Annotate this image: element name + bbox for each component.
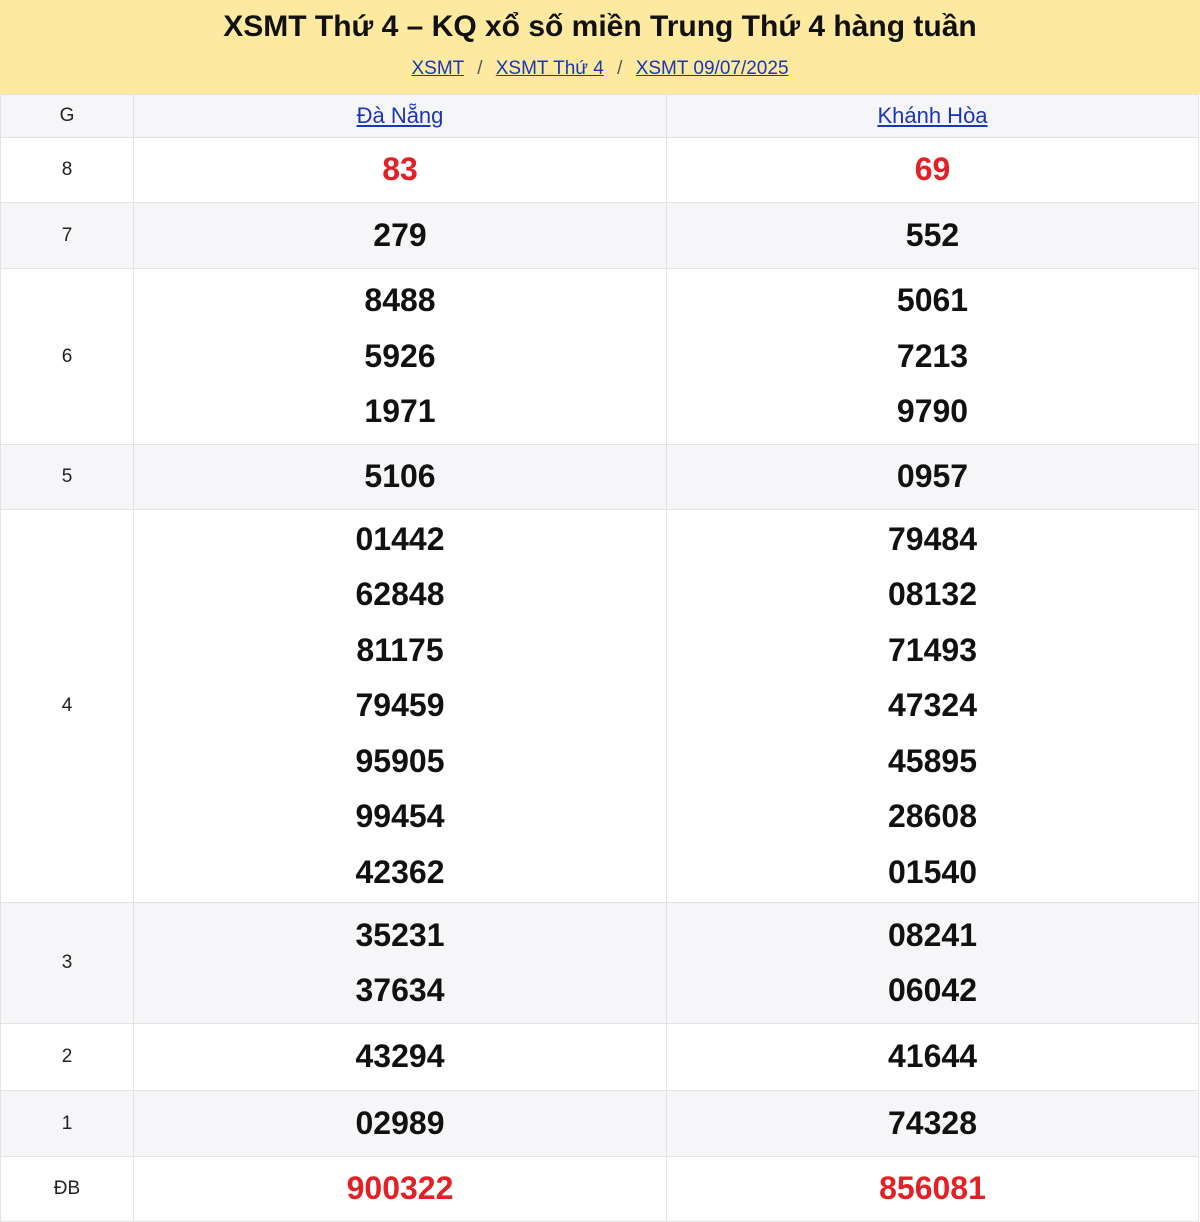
- prize-row: [1, 1157, 1199, 1222]
- province-link-khanh-hoa[interactable]: Khánh Hòa: [877, 103, 988, 128]
- result-number: 81175: [356, 631, 444, 668]
- result-number: 62848: [355, 576, 445, 613]
- result-number: 5106: [364, 458, 436, 495]
- result-number: 35231: [355, 916, 445, 953]
- result-number: 45895: [888, 742, 977, 779]
- province-header: [667, 95, 1199, 138]
- result-cell: [667, 1024, 1199, 1091]
- result-cell: [667, 138, 1199, 203]
- result-number: 74328: [888, 1104, 977, 1141]
- page-header: [0, 0, 1200, 94]
- result-number: 5926: [364, 337, 436, 374]
- prize-row: [1, 138, 1199, 203]
- prize-label: ĐB: [1, 1157, 134, 1222]
- result-cell: [667, 445, 1199, 510]
- result-number: 08132: [888, 576, 977, 613]
- result-cell: [134, 203, 667, 269]
- result-number: 8488: [364, 282, 436, 319]
- result-number: 1971: [364, 393, 436, 430]
- result-number: 41644: [888, 1038, 977, 1075]
- result-number: 01442: [355, 520, 445, 557]
- result-cell: [667, 1091, 1199, 1157]
- prize-row: [1, 445, 1199, 510]
- result-number: 5061: [896, 282, 969, 319]
- result-cell: [134, 269, 667, 445]
- prize-label: 3: [1, 903, 134, 1024]
- result-number: 900322: [346, 1170, 454, 1207]
- result-cell: [134, 138, 667, 203]
- result-number: 7213: [896, 337, 969, 374]
- result-number: 08241: [888, 916, 977, 953]
- breadcrumb-xsmt[interactable]: XSMT: [411, 58, 464, 79]
- result-cell: [134, 510, 667, 903]
- prize-row: [1, 203, 1199, 269]
- result-cell: [134, 1157, 667, 1222]
- breadcrumb: [0, 58, 1200, 80]
- result-number: 47324: [888, 687, 977, 724]
- prize-label: 5: [1, 445, 134, 510]
- result-number: 01540: [888, 853, 977, 890]
- prize-label: 2: [1, 1024, 134, 1091]
- result-number: 95905: [355, 742, 445, 779]
- result-cell: [667, 903, 1199, 1024]
- result-number: 79484: [888, 520, 977, 557]
- result-number: 69: [914, 151, 951, 188]
- results-table: [0, 94, 1199, 1222]
- breadcrumb-separator: /: [617, 58, 623, 79]
- result-cell: [667, 269, 1199, 445]
- province-link-da-nang[interactable]: Đà Nẵng: [356, 103, 444, 128]
- result-number: 71493: [888, 631, 977, 668]
- province-header: [134, 95, 667, 138]
- result-number: 99454: [355, 798, 445, 835]
- result-cell: [134, 1024, 667, 1091]
- page-title: XSMT Thứ 4 – KQ xổ số miền Trung Thứ 4 hàng tuần: [223, 10, 977, 43]
- result-number: 42362: [355, 853, 445, 890]
- result-cell: [134, 445, 667, 510]
- result-number: 856081: [879, 1170, 986, 1207]
- prize-label: 6: [1, 269, 134, 445]
- result-number: 37634: [355, 972, 445, 1008]
- result-cell: [667, 1157, 1199, 1222]
- prize-row: [1, 1024, 1199, 1091]
- result-number: 43294: [355, 1038, 445, 1075]
- results-body: [1, 138, 1199, 1222]
- prize-row: [1, 903, 1199, 1024]
- result-number: 279: [373, 216, 427, 253]
- result-number: 552: [905, 216, 960, 253]
- breadcrumb-separator: /: [477, 58, 483, 79]
- prize-label: 4: [1, 510, 134, 903]
- result-number: 02989: [355, 1104, 445, 1141]
- result-number: 0957: [896, 458, 969, 495]
- result-cell: [667, 203, 1199, 269]
- result-cell: [134, 1091, 667, 1157]
- prize-row: [1, 1091, 1199, 1157]
- prize-label: 8: [1, 138, 134, 203]
- prize-label: 7: [1, 203, 134, 269]
- result-number: 9790: [896, 393, 969, 430]
- prize-row: [1, 269, 1199, 445]
- result-number: 79459: [355, 687, 445, 724]
- result-cell: [667, 510, 1199, 903]
- result-number: 83: [382, 151, 418, 188]
- breadcrumb-xsmt-thu-4[interactable]: XSMT Thứ 4: [495, 58, 604, 79]
- prize-label: 1: [1, 1091, 134, 1157]
- breadcrumb-xsmt-date[interactable]: XSMT 09/07/2025: [635, 58, 789, 79]
- prize-column-header: G: [1, 95, 134, 138]
- result-number: 06042: [888, 972, 977, 1008]
- prize-row: [1, 510, 1199, 903]
- result-cell: [134, 903, 667, 1024]
- result-number: 28608: [888, 798, 977, 835]
